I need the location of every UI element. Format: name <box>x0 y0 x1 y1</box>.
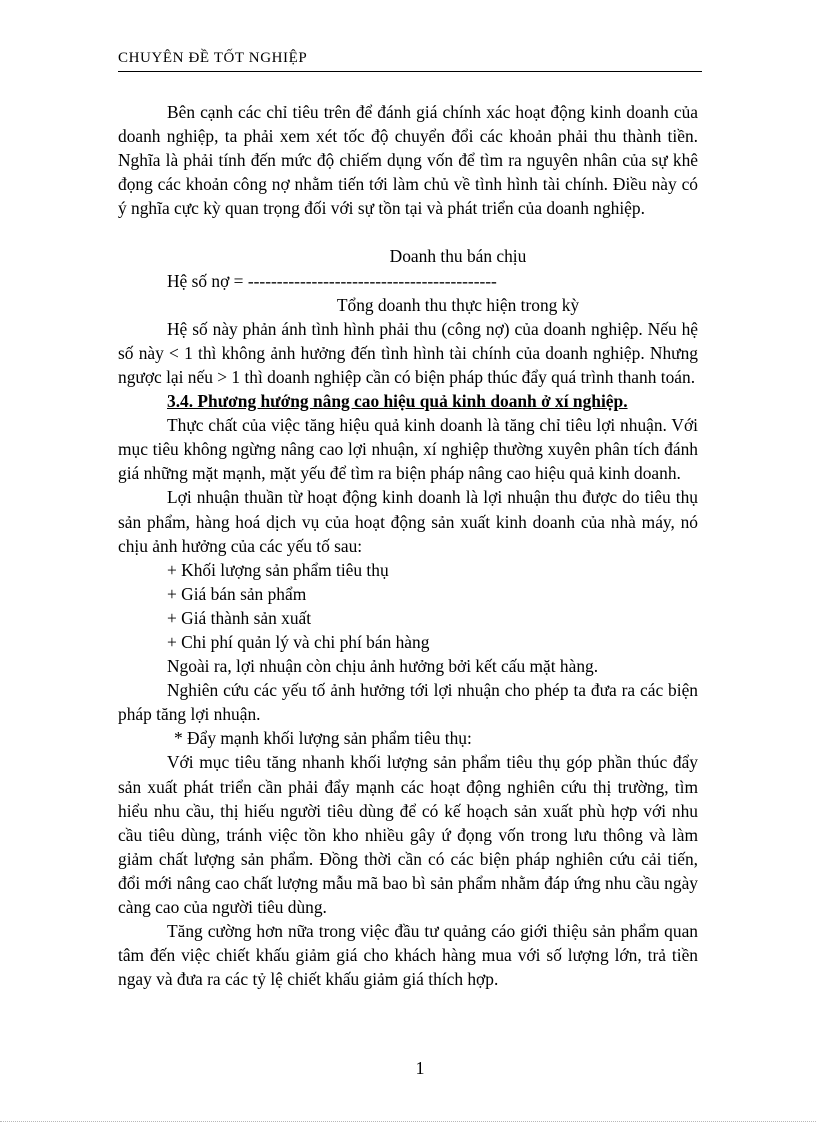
formula-denominator: Tổng doanh thu thực hiện trong kỳ <box>336 294 580 315</box>
factor-item: + Giá bán sản phẩm <box>167 583 307 604</box>
paragraph-4: Nghiên cứu các yếu tố ảnh hưởng tới lợi nhuận cho phép ta đưa ra các biện pháp tăng lợi nhuận. <box>118 680 698 725</box>
paragraph-3: Ngoài ra, lợi nhuận còn chịu ảnh hưởng bởi kết cấu mặt hàng. <box>167 656 599 677</box>
header-divider <box>118 71 702 72</box>
intro-paragraph: Bên cạnh các chỉ tiêu trên để đánh giá chính xác hoạt động kinh doanh của doanh nghiệp, ta phải xem xét tốc độ chuyển đổi các khoản phải thu thành tiền. Nghĩa là phải tính đến mức độ chiếm dụng vốn để tìm ra nguyên nhân của sự khê đọng các khoản công nợ nhằm tiến tới làm chủ về tình hình tài chính. Điều này có ý nghĩa cực kỳ quan trọng đối với sự tồn tại và phát triển của doanh nghiệp. <box>118 102 698 219</box>
footer-dotted-line <box>0 1121 816 1122</box>
paragraph-5: Với mục tiêu tăng nhanh khối lượng sản phẩm tiêu thụ góp phần thúc đẩy sản xuất phát triển cần phải đẩy mạnh các hoạt động nghiên cứu thị trường, tìm hiểu nhu cầu, thị hiếu người tiêu dùng để có kế hoạch sản xuất phù hợp với nhu cầu tiêu dùng, tránh việc tồn kho nhiều gây ứ đọng vốn trong lưu thông và làm giảm chất lượng sản phẩm. Đồng thời cần có các biện pháp nghiên cứu cải tiến, đổi mới nâng cao chất lượng mẫu mã bao bì sản phẩm nhằm đáp ứng nhu cầu ngày càng cao của người tiêu dùng. <box>118 752 698 917</box>
page-header-title: CHUYÊN ĐỀ TỐT NGHIỆP <box>118 50 308 66</box>
formula-label: Hệ số nợ = ------------------------------------------- <box>167 270 497 291</box>
factor-item: + Khối lượng sản phẩm tiêu thụ <box>167 559 389 580</box>
sub-heading: * Đẩy mạnh khối lượng sản phẩm tiêu thụ: <box>174 728 472 749</box>
factor-item: + Chi phí quản lý và chi phí bán hàng <box>167 631 430 652</box>
document-body <box>118 100 698 991</box>
formula-explanation: Hệ số này phản ánh tình hình phải thu (công nợ) của doanh nghiệp. Nếu hệ số này < 1 thì không ảnh hưởng đến tình hình tài chính của doanh nghiệp. Nhưng ngược lại nếu > 1 thì doanh nghiệp cần có biện pháp thúc đẩy quá trình thanh toán. <box>118 318 698 387</box>
paragraph-6: Tăng cường hơn nữa trong việc đầu tư quảng cáo giới thiệu sản phẩm quan tâm đến việc chiết khấu giảm giá cho khách hàng mua với số lượng lớn, trả tiền ngay và đưa ra các tỷ lệ chiết khấu giảm giá thích hợp. <box>118 921 698 990</box>
factor-item: + Giá thành sản xuất <box>167 607 312 628</box>
spacer <box>118 220 698 244</box>
paragraph-2: Lợi nhuận thuần từ hoạt động kinh doanh là lợi nhuận thu được do tiêu thụ sản phẩm, hàng hoá dịch vụ của hoạt động sản xuất kinh doanh của nhà máy, nó chịu ảnh hưởng của các yếu tố sau: <box>118 487 698 556</box>
section-heading: 3.4. Phương hướng nâng cao hiệu quả kinh doanh ở xí nghiệp. <box>167 391 628 412</box>
page-number: 1 <box>415 1058 425 1078</box>
formula-numerator: Doanh thu bán chịu <box>389 246 527 267</box>
paragraph-1: Thực chất của việc tăng hiệu quả kinh doanh là tăng chỉ tiêu lợi nhuận. Với mục tiêu không ngừng nâng cao lợi nhuận, xí nghiệp thường xuyên phân tích đánh giá những mặt mạnh, mặt yếu để tìm ra biện pháp nâng cao hiệu quả kinh doanh. <box>118 415 698 484</box>
